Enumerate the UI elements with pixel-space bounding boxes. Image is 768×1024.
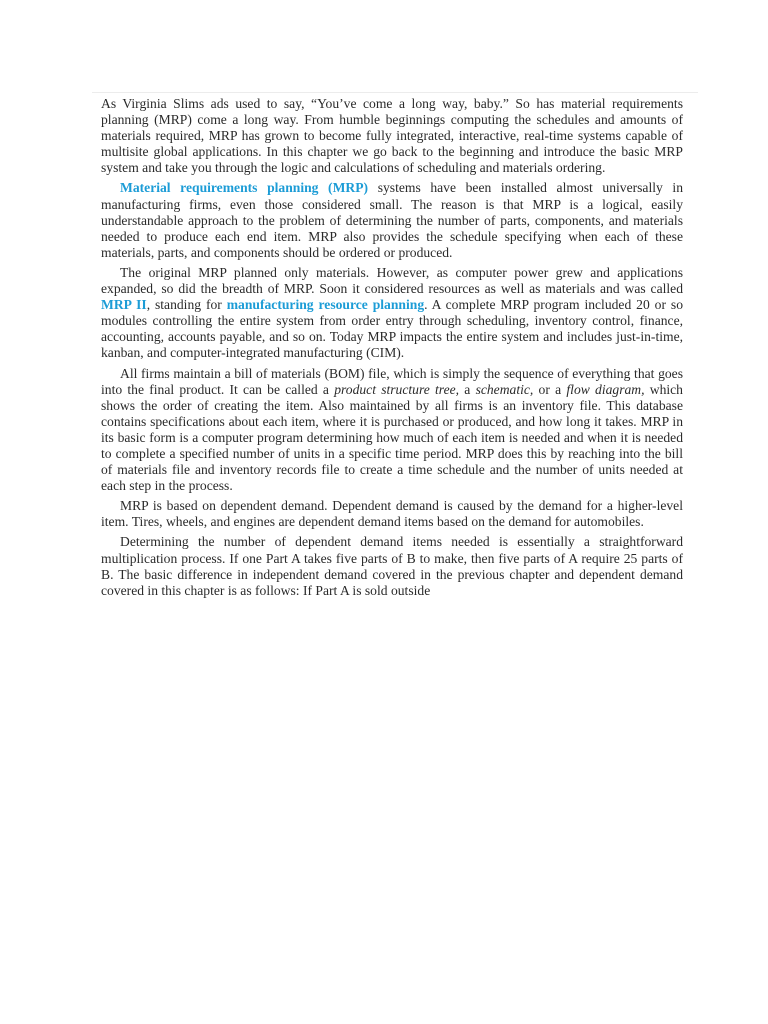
text-run: Determining the number of dependent demand items needed is essentially a straightforward multiplication process. If one Part A takes five parts of B to make, then five parts of A require 25 parts of B. The basic difference in independent demand covered in the previous chapter and dependent demand covered in this chapter is as follows: If Part A is sold outside [101,534,683,598]
text-run: MRP is based on dependent demand. Dependent demand is caused by the demand for a higher-level item. Tires, wheels, and engines are dependent demand items based on the demand for automobiles. [101,498,683,530]
paragraph [101,498,683,530]
key-term: manufacturing resource planning [226,297,425,313]
body-text [101,96,683,603]
key-term: MRP II [101,297,147,313]
paragraph [101,366,683,495]
text-run: which shows the order of creating the item. Also maintained by all firms is an inventory file. This database contains specifications about each item, where it is purchased or produced, and how long it takes. MRP in its basic form is a computer program determining how much of each item is needed and when it is needed to complete a specified number of units in a specific time period. MRP does this by reaching into the bill of materials file and inventory records file to create a time schedule and the number of units needed at each step in the process. [101,381,683,494]
text-run: As Virginia Slims ads used to say, “You’ve come a long way, baby.” So has material requirements planning (MRP) come a long way. From humble beginnings computing the schedules and amounts of materials required, MRP has grown to become fully integrated, interactive, real-time systems capable of multisite global applications. In this chapter we go back to the beginning and introduce the basic MRP system and take you through the logic and calculations of scheduling and materials ordering. [101,96,683,176]
key-term: Material requirements planning (MRP) [120,180,369,196]
text-run: All firms maintain a bill of materials (BOM) file, which is simply the sequence of everything that goes into the final product. It can be called a [101,365,683,397]
italic-phrase: product structure tree, [334,381,460,397]
text-run: systems have been installed almost universally in manufacturing firms, even those considered small. The reason is that MRP is a logical, easily understandable approach to the problem of determining the number of parts, components, and materials needed to produce each end item. MRP also provides the schedule specifying when each of these materials, parts, and components should be ordered or produced. [101,180,683,260]
paragraph [101,534,683,598]
paragraph [101,180,683,260]
header-rule [92,92,698,93]
paragraph [101,96,683,176]
italic-phrase: flow diagram, [566,381,645,397]
text-run: a [459,381,476,397]
text-run: or a [533,381,567,397]
text-run: . A complete MRP program included 20 or so modules controlling the entire system from order entry through scheduling, inventory control, finance, accounting, accounts payable, and so on. Today MRP impacts the entire system and includes just-in-time, kanban, and computer-integrated manufacturing (CIM). [101,297,683,361]
paragraph [101,265,683,362]
text-run: The original MRP planned only materials. However, as computer power grew and applications expanded, so did the breadth of MRP. Soon it considered resources as well as materials and was called [101,264,683,297]
text-run: , standing for [146,297,227,313]
italic-phrase: schematic, [475,381,534,397]
